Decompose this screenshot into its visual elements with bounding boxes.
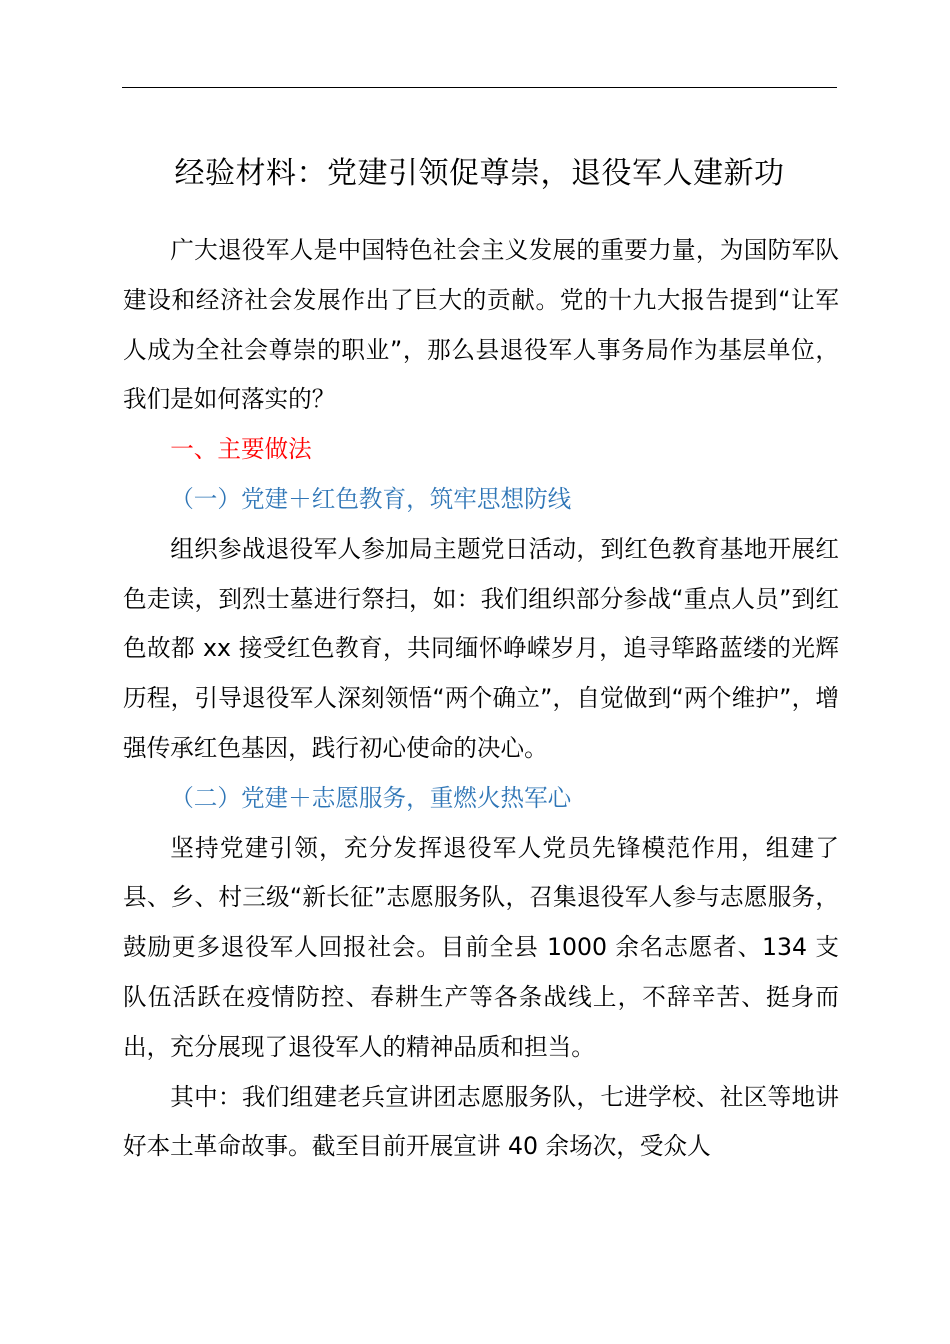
document-body: [123, 226, 839, 1172]
header-rule: [122, 87, 837, 88]
intro-paragraph: 广大退役军人是中国特色社会主义发展的重要力量，为国防军队建设和经济社会发展作出了巨大的贡献。党的十九大报告提到“让军人成为全社会尊崇的职业”，那么县退役军人事务局作为基层单位，我们是如何落实的？: [123, 236, 839, 414]
subsection-heading-red-education: （一）党建＋红色教育，筑牢思想防线: [170, 484, 572, 513]
paragraph-veteran-lecture-team: 其中：我们组建老兵宣讲团志愿服务队，七进学校、社区等地讲好本土革命故事。截至目前开展宣讲 40 余场次，受众人: [123, 1082, 839, 1161]
subsection-heading-volunteer-service: （二）党建＋志愿服务，重燃火热军心: [170, 783, 572, 812]
document-title: 经验材料：党建引领促尊崇，退役军人建新功: [174, 156, 785, 191]
paragraph-volunteer-service: 坚持党建引领，充分发挥退役军人党员先锋模范作用，组建了县、乡、村三级“新长征”志愿服务队，召集退役军人参与志愿服务，鼓励更多退役军人回报社会。目前全县 1000 余名志愿者、134 支队伍活跃在疫情防控、春耕生产等各条战线上，不辞辛苦、挺身而出，充分展现了退役军人的精神品质和担当。: [123, 833, 839, 1061]
paragraph-red-education: 组织参战退役军人参加局主题党日活动，到红色教育基地开展红色走读，到烈士墓进行祭扫，如：我们组织部分参战“重点人员”到红色故都 xx 接受红色教育，共同缅怀峥嵘岁月，追寻筚路蓝缕的光辉历程，引导退役军人深刻领悟“两个确立”，自觉做到“两个维护”，增强传承红色基因，践行初心使命的决心。: [123, 534, 839, 762]
section-heading-main-practices: 一、主要做法: [170, 435, 312, 464]
